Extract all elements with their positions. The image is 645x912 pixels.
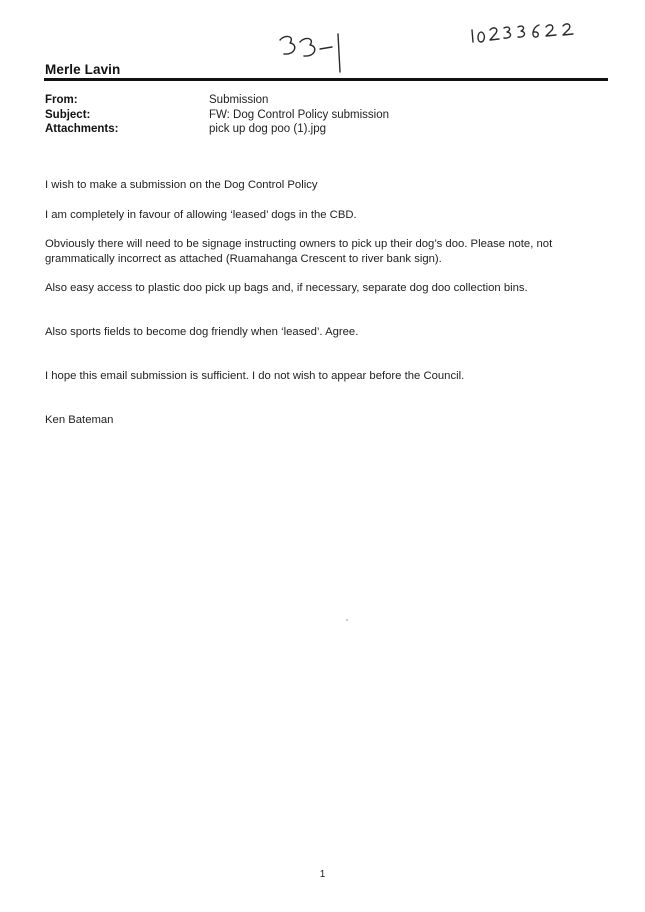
attachments-value: pick up dog poo (1).jpg (209, 123, 326, 135)
from-row (45, 93, 605, 108)
sender-name: Merle Lavin (45, 62, 121, 77)
scan-speck (346, 619, 348, 621)
attachments-label: Attachments: (45, 123, 119, 135)
handwritten-reference-number (468, 20, 586, 46)
from-value: Submission (209, 94, 269, 106)
body-paragraph: I wish to make a submission on the Dog Control Policy (45, 179, 318, 191)
body-paragraph: Also sports fields to become dog friendly when ‘leased’. Agree. (45, 326, 359, 338)
handwritten-submission-number (276, 28, 348, 74)
subject-label: Subject: (45, 108, 91, 121)
header-divider (44, 78, 608, 81)
signature: Ken Bateman (45, 414, 114, 426)
email-header-fields (45, 93, 605, 137)
page-number: 1 (319, 869, 326, 880)
subject-value: FW: Dog Control Policy submission (209, 108, 390, 121)
body-paragraph: Obviously there will need to be signage instructing owners to pick up their dog’s doo. Please note, not grammatically incorrect as attached (Ruamahanga Crescent to river bank sign). (45, 238, 553, 265)
attachments-row (45, 122, 605, 137)
subject-row (45, 108, 605, 123)
body-paragraph: I am completely in favour of allowing ‘leased’ dogs in the CBD. (45, 209, 357, 221)
body-paragraph: Also easy access to plastic doo pick up bags and, if necessary, separate dog doo collection bins. (45, 282, 528, 294)
body-paragraph: I hope this email submission is sufficient. I do not wish to appear before the Council. (45, 370, 465, 382)
from-label: From: (45, 94, 78, 106)
